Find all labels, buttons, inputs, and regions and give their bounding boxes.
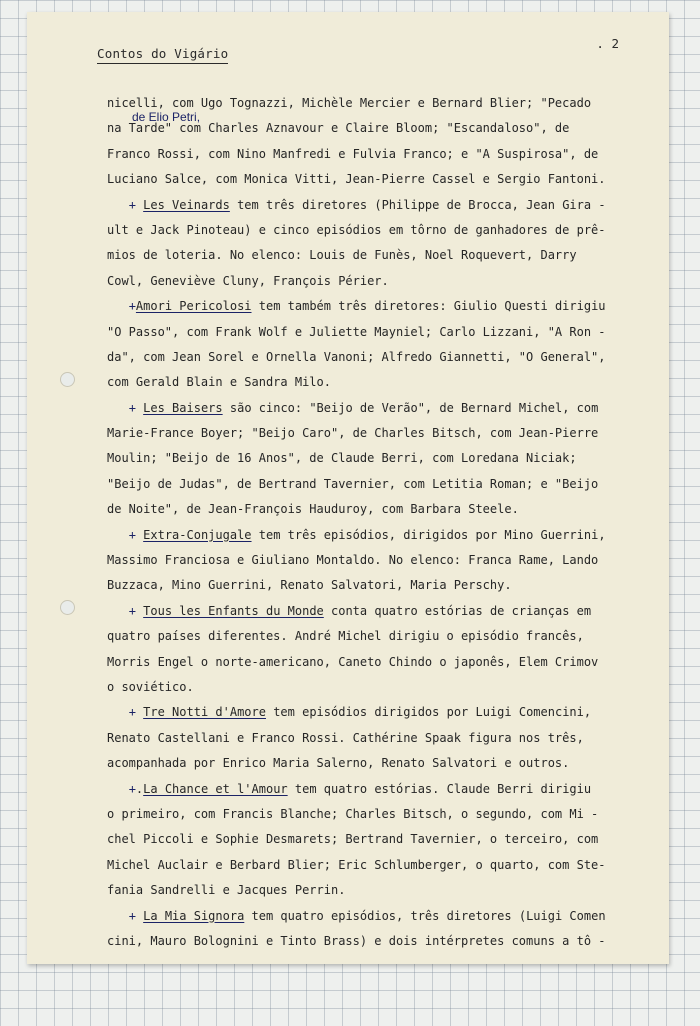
text-line: Renato Castellani e Franco Rossi. Cathérine Spaak figura nos três, xyxy=(107,730,584,745)
text-fragment: são cinco: "Beijo de Verão", de Bernard Michel, com xyxy=(222,400,599,415)
paragraph-first-line xyxy=(107,599,632,624)
handwritten-annotation: de Elio Petri, xyxy=(132,110,201,124)
paragraph-first-line xyxy=(107,396,632,421)
text-line: Morris Engel o norte-americano, Caneto Chindo o japonês, Elem Crimov xyxy=(107,654,599,669)
text-line: o primeiro, com Francis Blanche; Charles Bitsch, o segundo, com Mi - xyxy=(107,806,599,821)
body-text xyxy=(107,91,632,954)
film-title: Les Veinards xyxy=(143,197,230,212)
text-line: fania Sandrelli e Jacques Perrin. xyxy=(107,883,346,898)
punch-hole xyxy=(60,600,75,615)
plus-mark: + xyxy=(128,197,136,212)
paragraph-first-line xyxy=(107,904,632,929)
text-line: "O Passo", com Frank Wolf e Juliette Mayniel; Carlo Lizzani, "A Ron - xyxy=(107,324,606,339)
text-fragment: tem também três diretores: Giulio Questi dirigiu xyxy=(251,299,606,314)
text-line: ult e Jack Pinoteau) e cinco episódios em tôrno de ganhadores de prê- xyxy=(107,222,606,237)
text-line: mios de loteria. No elenco: Louis de Funès, Noel Roquevert, Darry xyxy=(107,248,577,263)
text-line: nicelli, com Ugo Tognazzi, Michèle Mercier e Bernard Blier; "Pecado xyxy=(107,96,592,110)
text-line: "Beijo de Judas", de Bertrand Tavernier, com Letitia Roman; e "Beijo xyxy=(107,476,599,491)
plus-mark: + xyxy=(128,527,136,542)
film-title: Tre Notti d'Amore xyxy=(143,705,266,720)
text-line: de Noite", de Jean-François Hauduroy, com Barbara Steele. xyxy=(107,502,519,517)
text-line: Marie-France Boyer; "Beijo Caro", de Charles Bitsch, com Jean-Pierre xyxy=(107,426,599,441)
plus-mark: + xyxy=(128,908,136,923)
text-line: na Tarde" com Charles Aznavour e Claire Bloom; "Escandaloso", de xyxy=(107,121,570,136)
text-fragment: tem quatro episódios, três diretores (Luigi Comen xyxy=(244,908,606,923)
plus-mark: + xyxy=(128,705,136,720)
text-fragment: tem episódios dirigidos por Luigi Comencini, xyxy=(265,705,592,720)
paragraph-first-line: +.La Chance et l'Amour tem quatro estórias. Claude Berri dirigiu xyxy=(128,781,592,796)
text-line: Buzzaca, Mino Guerrini, Renato Salvatori, Maria Perschy. xyxy=(107,578,512,593)
text-line: chel Piccoli e Sophie Desmarets; Bertrand Tavernier, o terceiro, com xyxy=(107,832,599,847)
film-title: Extra-Conjugale xyxy=(143,527,252,542)
text-line: com Gerald Blain e Sandra Milo. xyxy=(107,375,331,390)
plus-mark: + xyxy=(128,400,136,415)
film-title: La Chance et l'Amour xyxy=(143,781,288,796)
plus-mark: + xyxy=(128,781,136,796)
text-fragment: tem quatro estórias. Claude Berri dirigiu xyxy=(287,781,592,796)
paragraph-first-line xyxy=(107,523,632,548)
text-line: Cowl, Geneviève Cluny, François Périer. xyxy=(107,273,389,288)
text-fragment: tem três episódios, dirigidos por Mino Guerrini, xyxy=(251,527,606,542)
text-line: cini, Mauro Bolognini e Tinto Brass) e dois intérpretes comuns a tô - xyxy=(107,933,606,948)
text-line: acompanhada por Enrico Maria Salerno, Renato Salvatori e outros. xyxy=(107,756,570,771)
text-line: o soviético. xyxy=(107,679,194,694)
page-header-title: Contos do Vigário xyxy=(97,46,228,64)
text-fragment: tem três diretores (Philippe de Brocca, Jean Gira - xyxy=(229,197,606,212)
plus-mark: + xyxy=(128,299,136,314)
typewritten-page xyxy=(27,12,669,964)
film-title: Amori Pericolosi xyxy=(135,299,252,314)
plus-mark: + xyxy=(128,603,136,618)
text-line: Franco Rossi, com Nino Manfredi e Fulvia Franco; e "A Suspirosa", de xyxy=(107,146,599,161)
paragraph-first-line xyxy=(107,700,632,725)
punch-hole xyxy=(60,372,75,387)
paragraph-first-line xyxy=(107,193,632,218)
text-line: da", com Jean Sorel e Ornella Vanoni; Alfredo Giannetti, "O General", xyxy=(107,349,606,364)
film-title: Tous les Enfants du Monde xyxy=(143,603,324,618)
page-number: . 2 xyxy=(596,36,619,51)
text-line: quatro países diferentes. André Michel dirigiu o episódio francês, xyxy=(107,629,584,644)
text-line: Moulin; "Beijo de 16 Anos", de Claude Berri, com Loredana Niciak; xyxy=(107,451,577,466)
text-line: Luciano Salce, com Monica Vitti, Jean-Pierre Cassel e Sergio Fantoni. xyxy=(107,172,606,187)
paragraph-first-line xyxy=(107,294,632,319)
film-title: La Mia Signora xyxy=(143,908,245,923)
text-line: Massimo Franciosa e Giuliano Montaldo. No elenco: Franca Rame, Lando xyxy=(107,553,599,568)
text-line: Michel Auclair e Berbard Blier; Eric Schlumberger, o quarto, com Ste- xyxy=(107,857,606,872)
text-fragment: conta quatro estórias de crianças em xyxy=(323,603,592,618)
film-title: Les Baisers xyxy=(143,400,223,415)
